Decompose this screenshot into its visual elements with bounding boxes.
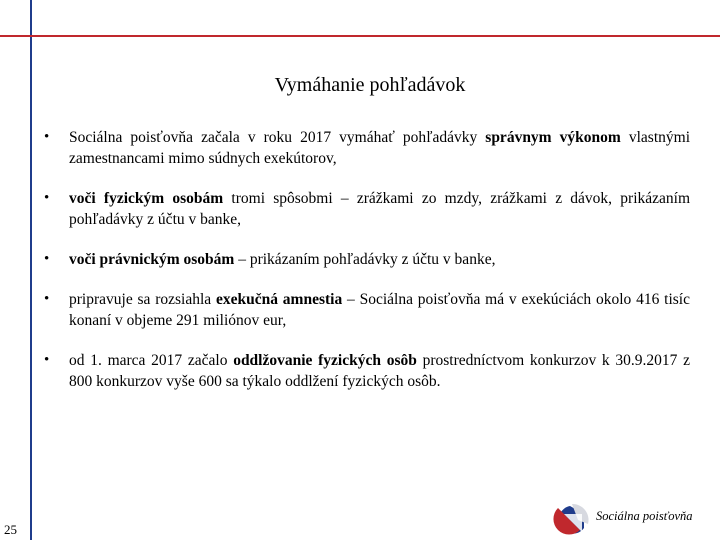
bullet-text-segment: tromi spôsobmi – zrážkami zo mzdy, zrážkami z dávok, prikázaním pohľadávky z účtu v banke,: [69, 190, 690, 228]
bullet-item: [44, 289, 690, 331]
bullet-text-bold: správnym výkonom: [485, 129, 621, 146]
bullet-item: [44, 188, 690, 230]
bullet-text-segment: prostredníctvom konkurzov k 30.9.2017 z 800 konkurzov vyše 600 sa týkalo oddlžení fyzických osôb.: [69, 352, 691, 390]
bullet-text-segment: Sociálna poisťovňa začala v roku 2017 vymáhať pohľadávky: [69, 129, 486, 146]
bullet-text-segment: od 1. marca 2017 začalo: [69, 352, 234, 369]
bullet-text-bold: voči právnickým osobám: [69, 251, 235, 268]
bullet-text-segment: vlastnými zamestnancami mimo súdnych exekútorov,: [69, 129, 691, 167]
bullet-list: [44, 127, 690, 392]
bullet-item: [44, 249, 690, 270]
page-number: 25: [4, 522, 17, 537]
bullet-dot-icon: •: [44, 129, 50, 145]
brand-text: Sociálna poisťovňa: [596, 509, 693, 523]
bullet-text-segment: – prikázaním pohľadávky z účtu v banke,: [234, 251, 496, 268]
bullet-text-bold: oddlžovanie fyzických osôb: [233, 352, 417, 369]
bullet-item: [44, 350, 690, 392]
bullet-text-segment: pripravuje sa rozsiahla: [69, 291, 216, 308]
bullet-dot-icon: •: [44, 190, 50, 206]
bullet-text-bold: voči fyzickým osobám: [69, 190, 224, 207]
bullet-dot-icon: •: [44, 251, 50, 267]
socialna-poistovna-logo-icon: [550, 494, 595, 539]
bullet-text-segment: – Sociálna poisťovňa má v exekúciách okolo 416 tisíc konaní v objeme 291 miliónov eur,: [69, 291, 690, 329]
slide-title: Vymáhanie pohľadávok: [274, 74, 466, 96]
horizontal-rule: [0, 35, 720, 37]
bullet-dot-icon: •: [44, 291, 50, 307]
bullet-text-bold: exekučná amnestia: [215, 291, 343, 308]
bullet-dot-icon: •: [44, 352, 50, 368]
bullet-item: [44, 127, 690, 169]
